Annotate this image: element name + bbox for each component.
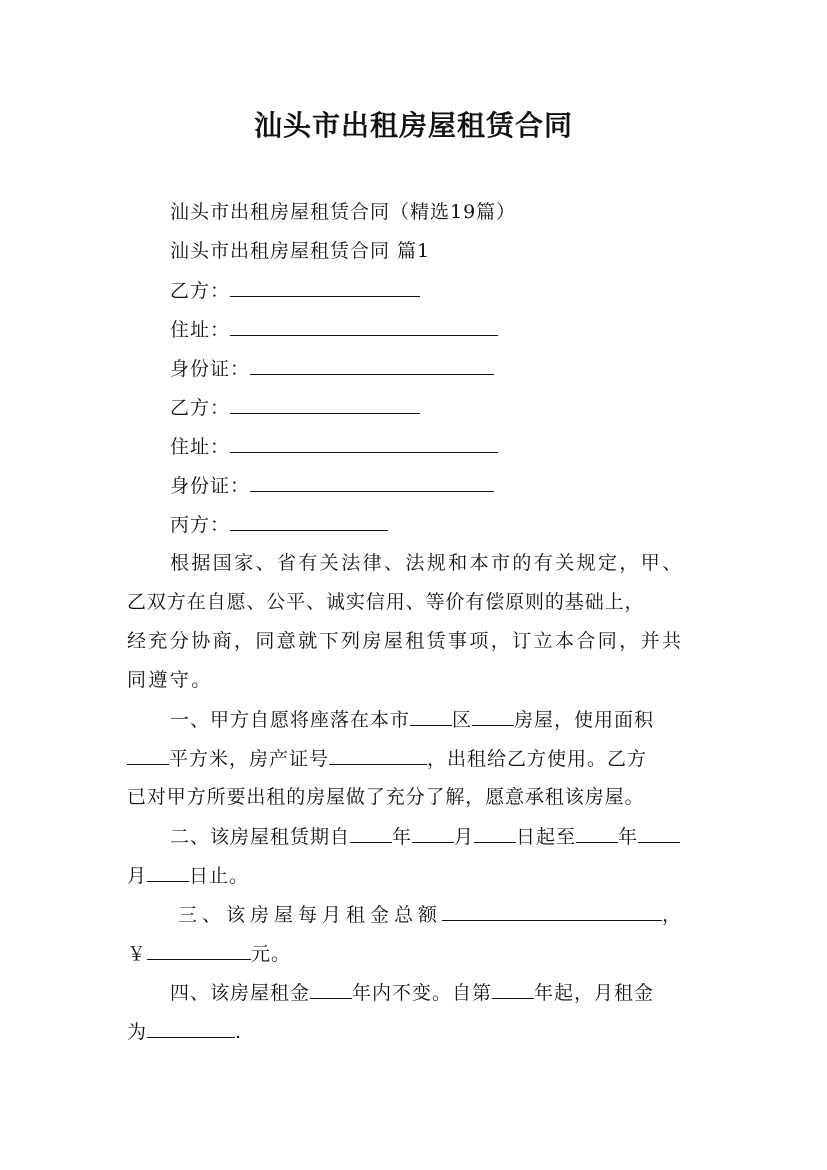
blank-field <box>329 746 427 765</box>
blank-field <box>638 824 680 843</box>
clause-text: 年内不变。自第 <box>352 982 493 1004</box>
blank-field <box>250 473 494 492</box>
paragraph-line: 经充分协商，同意就下列房屋租赁事项，订立本合同，并共 <box>127 630 684 652</box>
clause-text: 三、该房屋每月租金总额 <box>178 904 443 926</box>
clause-1-line-1 <box>170 707 654 732</box>
party-b-label: 乙方： <box>170 280 231 302</box>
blank-field <box>230 317 498 336</box>
blank-field <box>576 824 618 843</box>
clause-text: 元。 <box>251 943 292 965</box>
blank-field <box>147 1019 235 1038</box>
blank-field <box>492 980 534 999</box>
blank-field <box>412 824 454 843</box>
blank-field <box>474 824 516 843</box>
blank-field <box>250 356 494 375</box>
clause-4-line-2 <box>127 1019 242 1044</box>
clause-text: 月 <box>454 826 475 848</box>
address-label: 住址： <box>170 436 231 458</box>
clause-text: . <box>235 1021 243 1043</box>
clause-4-line-1 <box>170 980 654 1005</box>
blank-field <box>230 434 498 453</box>
section-heading: 汕头市出租房屋租赁合同 篇1 <box>170 240 431 262</box>
clause-text: 区 <box>452 709 473 731</box>
blank-field <box>472 707 514 726</box>
clause-text: ￥ <box>127 943 148 965</box>
clause-3-line-1 <box>178 902 686 927</box>
clause-text: 四、该房屋租金 <box>170 982 311 1004</box>
address-line-1 <box>170 317 498 342</box>
party-b-label: 乙方： <box>170 397 231 419</box>
clause-1-line-3: 已对甲方所要出租的房屋做了充分了解，愿意承租该房屋。 <box>127 786 645 808</box>
party-b-line-2 <box>170 395 420 420</box>
clause-text: 月 <box>127 865 148 887</box>
address-label: 住址： <box>170 319 231 341</box>
blank-field <box>410 707 452 726</box>
clause-3-line-2 <box>127 941 291 966</box>
party-b-line-1 <box>170 278 420 303</box>
document-title: 汕头市出租房屋租赁合同 <box>253 109 573 142</box>
clause-text: 房屋，使用面积 <box>514 709 655 731</box>
blank-field <box>350 824 392 843</box>
id-line-2 <box>170 473 494 498</box>
blank-field <box>147 863 189 882</box>
blank-field <box>310 980 352 999</box>
paragraph-line: 乙双方在自愿、公平、诚实信用、等价有偿原则的基础上， <box>127 591 645 613</box>
document-subtitle: 汕头市出租房屋租赁合同（精选19篇） <box>170 201 517 223</box>
clause-text: 日止。 <box>189 865 250 887</box>
clause-text: 年 <box>618 826 639 848</box>
clause-2-line-2 <box>127 863 249 888</box>
clause-text: ，出租给乙方使用。乙方 <box>427 748 648 770</box>
paragraph-line: 同遵守。 <box>127 669 213 691</box>
paragraph-line: 根据国家、省有关法律、法规和本市的有关规定，甲、 <box>170 552 684 574</box>
blank-field <box>230 278 420 297</box>
clause-text: 为 <box>127 1021 148 1043</box>
clause-text: 日起至 <box>516 826 577 848</box>
id-label: 身份证： <box>170 358 251 380</box>
blank-field <box>147 941 251 960</box>
party-c-line <box>170 512 388 537</box>
clause-text: 平方米，房产证号 <box>169 748 330 770</box>
blank-field <box>442 902 662 921</box>
clause-text: 二、该房屋租赁期自 <box>170 826 351 848</box>
id-label: 身份证： <box>170 475 251 497</box>
clause-text: 一、甲方自愿将座落在本市 <box>170 709 411 731</box>
party-c-label: 丙方： <box>170 514 231 536</box>
clause-2-line-1 <box>170 824 680 849</box>
clause-1-line-2 <box>127 746 647 771</box>
address-line-2 <box>170 434 498 459</box>
blank-field <box>230 512 388 531</box>
blank-field <box>230 395 420 414</box>
id-line-1 <box>170 356 494 381</box>
blank-field <box>127 746 169 765</box>
clause-text: 年起，月租金 <box>534 982 655 1004</box>
clause-text: ， <box>662 904 687 926</box>
clause-text: 年 <box>392 826 413 848</box>
